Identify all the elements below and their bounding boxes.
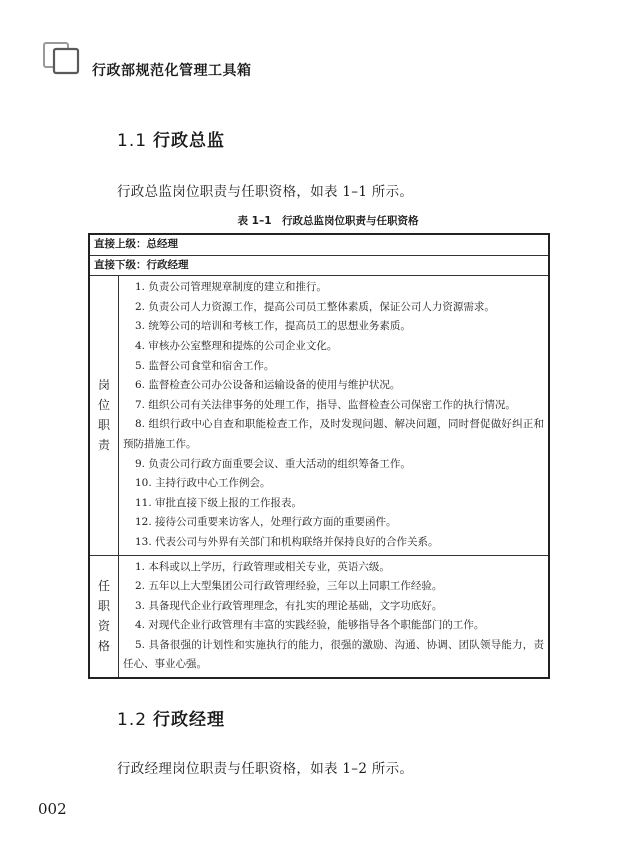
duty-item: 10. 主持行政中心工作例会。 — [135, 477, 271, 490]
duties-list — [119, 276, 550, 555]
duty-item: 3. 统筹公司的培训和考核工作，提高员工的思想业务素质。 — [135, 320, 411, 333]
section-number: 1.1 — [117, 131, 148, 151]
duty-item: 4. 审核办公室整理和提炼的公司企业文化。 — [135, 339, 338, 352]
section-intro-1: 行政总监岗位职责与任职资格，如表 1–1 所示。 — [117, 184, 414, 200]
qualification-item: 5. 具备很强的计划性和实施执行的能力，很强的激励、沟通、协调、团队领导能力，责任心、事业心强。 — [123, 638, 544, 671]
qualifications-list — [119, 555, 550, 678]
duty-item: 5. 监督公司食堂和宿舍工作。 — [135, 359, 275, 372]
duty-item: 8. 组织行政中心自查和职能检查工作，及时发现问题、解决问题，同时督促做好纠正和预防措施工作。 — [123, 418, 544, 450]
section-heading-1 — [117, 126, 225, 151]
direct-superior: 直接上级：总经理 — [89, 234, 549, 255]
header-title: 行政部规范化管理工具箱 — [92, 63, 252, 79]
duty-item: 12. 接待公司重要来访客人，处理行政方面的重要函件。 — [135, 516, 397, 529]
section-intro-2: 行政经理岗位职责与任职资格，如表 1–2 所示。 — [117, 761, 414, 777]
duty-item: 1. 负责公司管理规章制度的建立和推行。 — [135, 281, 327, 294]
duty-item: 2. 负责公司人力资源工作，提高公司员工整体素质，保证公司人力资源需求。 — [135, 300, 495, 313]
qualifications-label: 任 职 资 格 — [89, 555, 119, 678]
duty-item: 7. 组织公司有关法律事务的处理工作，指导、监督检查公司保密工作的执行情况。 — [135, 398, 516, 411]
duty-item: 6. 监督检查公司办公设备和运输设备的使用与维护状况。 — [135, 379, 401, 392]
qualification-item: 1. 本科或以上学历，行政管理或相关专业，英语六级。 — [135, 560, 390, 573]
duties-label: 岗 位 职 责 — [89, 276, 119, 555]
qualification-item: 4. 对现代企业行政管理有丰富的实践经验，能够指导各个职能部门的工作。 — [135, 619, 485, 632]
qualification-item: 3. 具备现代企业行政管理理念，有扎实的理论基础，文字功底好。 — [135, 599, 443, 612]
duty-item: 11. 审批直接下级上报的工作报表。 — [135, 496, 303, 509]
table-caption: 表 1–1 行政总监岗位职责与任职资格 — [237, 215, 419, 227]
duty-table — [88, 233, 550, 679]
section-title: 行政总监 — [153, 131, 226, 151]
qualification-item: 2. 五年以上大型集团公司行政管理经验，三年以上同职工作经验。 — [135, 580, 443, 593]
page-number: 002 — [38, 800, 67, 818]
section-title: 行政经理 — [153, 710, 226, 730]
section-number: 1.2 — [117, 710, 148, 730]
duty-item: 9. 负责公司行政方面重要会议、重大活动的组织筹备工作。 — [135, 457, 411, 470]
duty-item: 13. 代表公司与外界有关部门和机构联络并保持良好的合作关系。 — [135, 535, 439, 548]
overlapping-squares-logo-icon — [42, 40, 84, 76]
direct-subordinate: 直接下级：行政经理 — [89, 255, 549, 276]
section-heading-2 — [117, 705, 225, 730]
